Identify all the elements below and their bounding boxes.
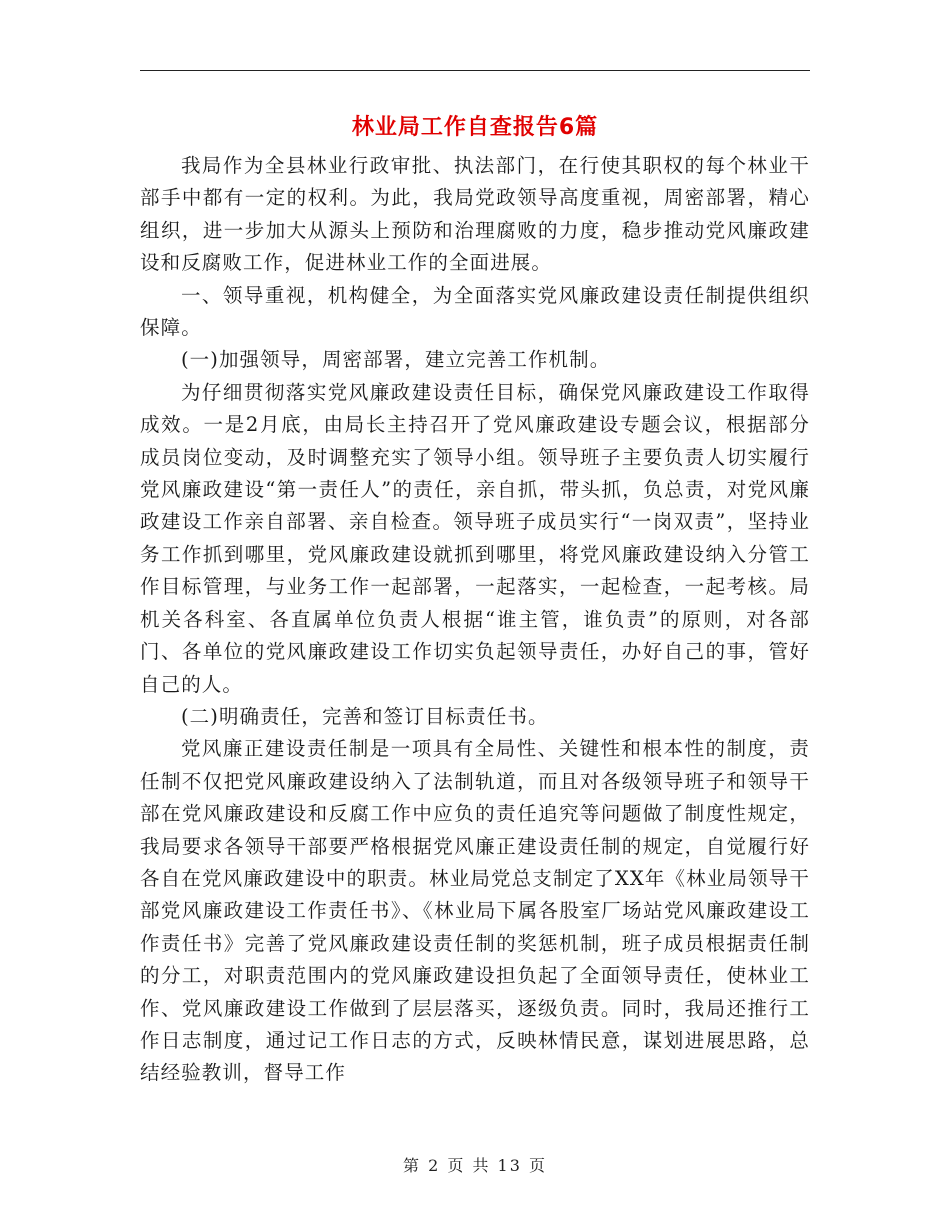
paragraph-responsibility: 党风廉正建设责任制是一项具有全局性、关键性和根本性的制度，责任制不仅把党风廉政建设纳入了法制轨道，而且对各级领导班子和领导干部在党风廉政建设和反腐工作中应负的责任追究等问题做了制度性规定，我局要求各领导干部要严格根据党风廉正建设责任制的规定，自觉履行好各自在党风廉政建设中的职责。林业局党总支制定了XX年《林业局领导干部党风廉政建设工作责任书》、《林业局下属各股室厂场站党风廉政建设工作责任书》完善了党风廉政建设责任制的奖惩机制，班子成员根据责任制的分工，对职责范围内的党风廉政建设担负起了全面领导责任，使林业工作、党风廉政建设工作做到了层层落买，逐级负责。同时，我局还推行工作日志制度，通过记工作日志的方式，反映林情民意，谋划进展思路，总结经验教训，督导工作 bbox=[140, 737, 810, 1085]
subsection-heading-2: (二)明确责任，完善和签订目标责任书。 bbox=[180, 704, 549, 728]
page-title: 林业局工作自查报告6篇 bbox=[351, 115, 599, 140]
header-rule bbox=[140, 70, 810, 71]
subsection-heading-1: (一)加强领导，周密部署，建立完善工作机制。 bbox=[180, 348, 611, 372]
document-body bbox=[140, 150, 810, 1090]
paragraph-leadership: 为仔细贯彻落实党风廉政建设责任目标，确保党风廉政建设工作取得成效。一是2月底，由局长主持召开了党风廉政建设专题会议，根据部分成员岗位变动，及时调整充实了领导小组。领导班子主要负责人切实履行党风廉政建设“第一责任人”的责任，亲自抓，带头抓，负总责，对党风廉政建设工作亲自部署、亲自检查。领导班子成员实行“一岗双责”，坚持业务工作抓到哪里，党风廉政建设就抓到哪里，将党风廉政建设纳入分管工作目标管理，与业务工作一起部署，一起落实，一起检查，一起考核。局机关各科室、各直属单位负责人根据“谁主管，谁负责”的原则，对各部门、各单位的党风廉政建设工作切实负起领导责任，办好自己的事，管好自己的人。 bbox=[140, 380, 810, 696]
section-heading-1: 一、领导重视，机构健全，为全面落实党风廉政建设责任制提供组织保障。 bbox=[140, 283, 810, 340]
page-number: 第 2 页 共 13 页 bbox=[403, 1156, 547, 1175]
paragraph-intro: 我局作为全县林业行政审批、执法部门，在行使其职权的每个林业干部手中都有一定的权利。为此，我局党政领导高度重视，周密部署，精心组织，进一步加大从源头上预防和治理腐败的力度，稳步推动党风廉政建设和反腐败工作，促进林业工作的全面进展。 bbox=[140, 154, 810, 275]
